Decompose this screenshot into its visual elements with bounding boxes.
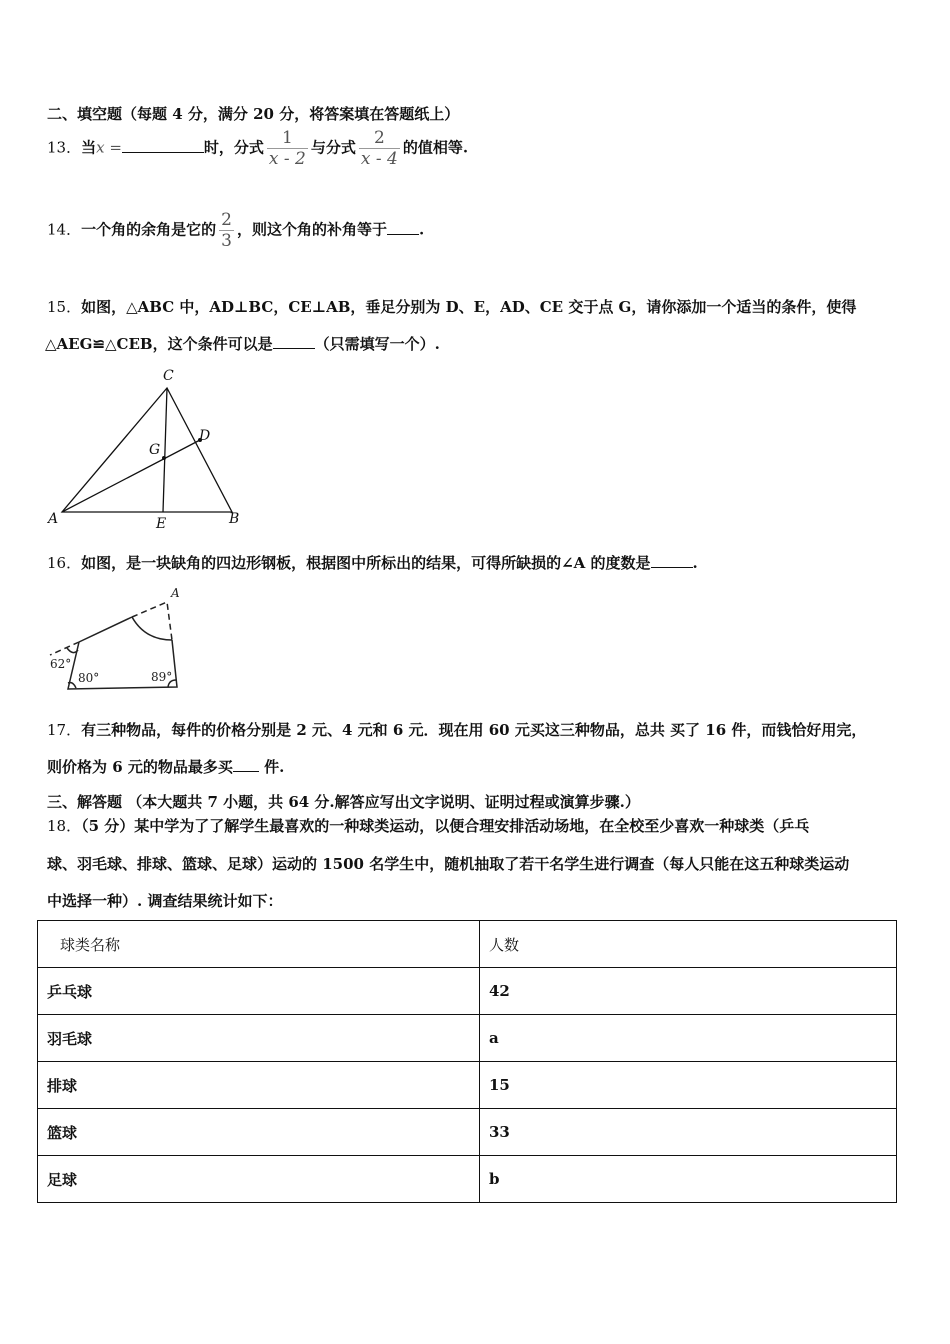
q14-number: 14． bbox=[47, 220, 82, 239]
question-14 bbox=[47, 210, 424, 251]
table-row bbox=[38, 1109, 897, 1156]
cell-count: 33 bbox=[480, 1109, 897, 1156]
angle-89: 89° bbox=[151, 670, 173, 684]
q13-text: 时，分式 bbox=[203, 138, 264, 157]
fraction bbox=[219, 210, 234, 251]
cell-count: b bbox=[480, 1156, 897, 1203]
q18-text: （5 分）某中学为了了解学生最喜欢的一种球类运动，以便合理安排活动场地，在全校至少喜欢一种球类（乒乓 bbox=[81, 817, 810, 835]
denominator: 3 bbox=[221, 231, 232, 251]
question-15-line1 bbox=[47, 296, 856, 317]
q13-var: x = bbox=[96, 138, 122, 157]
q15-text: （只需填写一个）. bbox=[314, 335, 440, 353]
question-18-line1 bbox=[47, 815, 809, 836]
table-row bbox=[38, 968, 897, 1015]
cell-sport: 乒乓球 bbox=[38, 968, 480, 1015]
label-c: C bbox=[163, 368, 174, 384]
cell-sport: 篮球 bbox=[38, 1109, 480, 1156]
section2-heading: 二、填空题（每题 4 分，满分 20 分，将答案填在答题纸上） bbox=[47, 105, 460, 123]
denominator: x - 2 bbox=[268, 149, 306, 169]
question-18-line2: 球、羽毛球、排球、篮球、足球）运动的 1500 名学生中，随机抽取了若干名学生进行调查（每人只能在这五种球类运动 bbox=[47, 855, 850, 873]
q17-text: 则价格为 6 元的物品最多买 bbox=[47, 758, 233, 776]
q17-text: 件. bbox=[258, 758, 285, 776]
triangle-figure bbox=[0, 360, 260, 540]
cell-count: 15 bbox=[480, 1062, 897, 1109]
answer-blank bbox=[233, 757, 259, 772]
q15-text: 如图，△ABC 中，AD⊥BC，CE⊥AB，垂足分别为 D、E，AD、CE 交于点 G，请你添加一个适当的条件，使得 bbox=[81, 298, 857, 316]
question-16 bbox=[47, 552, 698, 573]
q13-number: 13． bbox=[47, 138, 82, 157]
survey-table bbox=[37, 920, 897, 1203]
dashed-extension bbox=[50, 602, 172, 655]
q17-text: 有三种物品，每件的价格分别是 2 元、4 元和 6 元．现在用 60 元买这三种物品，总共 买了 16 件，而钱恰好用完， bbox=[81, 721, 867, 739]
cell-sport: 足球 bbox=[38, 1156, 480, 1203]
quadrilateral-figure bbox=[40, 580, 200, 695]
q13-text: 当 bbox=[81, 138, 97, 157]
q15-number: 15． bbox=[47, 298, 82, 316]
question-17-line2 bbox=[47, 756, 284, 777]
label-a: A bbox=[48, 511, 59, 527]
arc-a bbox=[132, 617, 172, 640]
segment-ce bbox=[163, 388, 167, 512]
q13-text: 与分式 bbox=[310, 138, 356, 157]
answer-blank bbox=[387, 220, 419, 235]
label-a: A bbox=[171, 586, 180, 600]
denominator: x - 4 bbox=[360, 149, 398, 169]
table-row bbox=[38, 1062, 897, 1109]
fraction-1 bbox=[267, 128, 308, 169]
q16-text: . bbox=[692, 554, 698, 572]
label-g: G bbox=[149, 442, 161, 458]
question-15-line2 bbox=[45, 333, 440, 354]
numerator: 2 bbox=[359, 128, 400, 149]
cell-sport: 排球 bbox=[38, 1062, 480, 1109]
q14-text: 一个角的余角是它的 bbox=[81, 220, 217, 239]
label-b: B bbox=[229, 511, 240, 527]
table-row bbox=[38, 1015, 897, 1062]
cell-sport: 羽毛球 bbox=[38, 1015, 480, 1062]
answer-blank bbox=[273, 334, 315, 349]
q15-text: △AEG≌△CEB，这个条件可以是 bbox=[45, 335, 273, 353]
question-17-line1 bbox=[47, 719, 866, 740]
q18-number: 18． bbox=[47, 817, 82, 835]
q16-number: 16． bbox=[47, 554, 82, 572]
header-sport: 球类名称 bbox=[38, 921, 480, 968]
q16-text: 如图，是一块缺角的四边形钢板，根据图中所标出的结果，可得所缺损的∠A 的度数是 bbox=[81, 554, 651, 572]
angle-62: 62° bbox=[50, 657, 72, 671]
table-row bbox=[38, 1156, 897, 1203]
angle-80: 80° bbox=[78, 671, 100, 685]
cell-count: a bbox=[480, 1015, 897, 1062]
q13-text: 的值相等. bbox=[402, 138, 469, 157]
question-13 bbox=[47, 128, 468, 169]
answer-blank bbox=[651, 553, 693, 568]
cell-count: 42 bbox=[480, 968, 897, 1015]
question-18-line3: 中选择一种）. 调查结果统计如下： bbox=[47, 892, 283, 910]
section3-heading: 三、解答题 （本大题共 7 小题，共 64 分.解答应写出文字说明、证明过程或演算步骤.） bbox=[47, 793, 640, 811]
numerator: 1 bbox=[267, 128, 308, 149]
label-e: E bbox=[156, 516, 167, 532]
triangle-abc bbox=[62, 388, 232, 512]
label-d: D bbox=[199, 428, 211, 444]
answer-blank bbox=[122, 138, 204, 153]
header-count: 人数 bbox=[480, 921, 897, 968]
q14-text: ，则这个角的补角等于 bbox=[236, 220, 387, 239]
numerator: 2 bbox=[221, 210, 232, 230]
fraction-2 bbox=[359, 128, 400, 169]
table-header-row bbox=[38, 921, 897, 968]
q17-number: 17． bbox=[47, 721, 82, 739]
segment-ad bbox=[62, 440, 200, 512]
q14-text: . bbox=[418, 220, 425, 239]
